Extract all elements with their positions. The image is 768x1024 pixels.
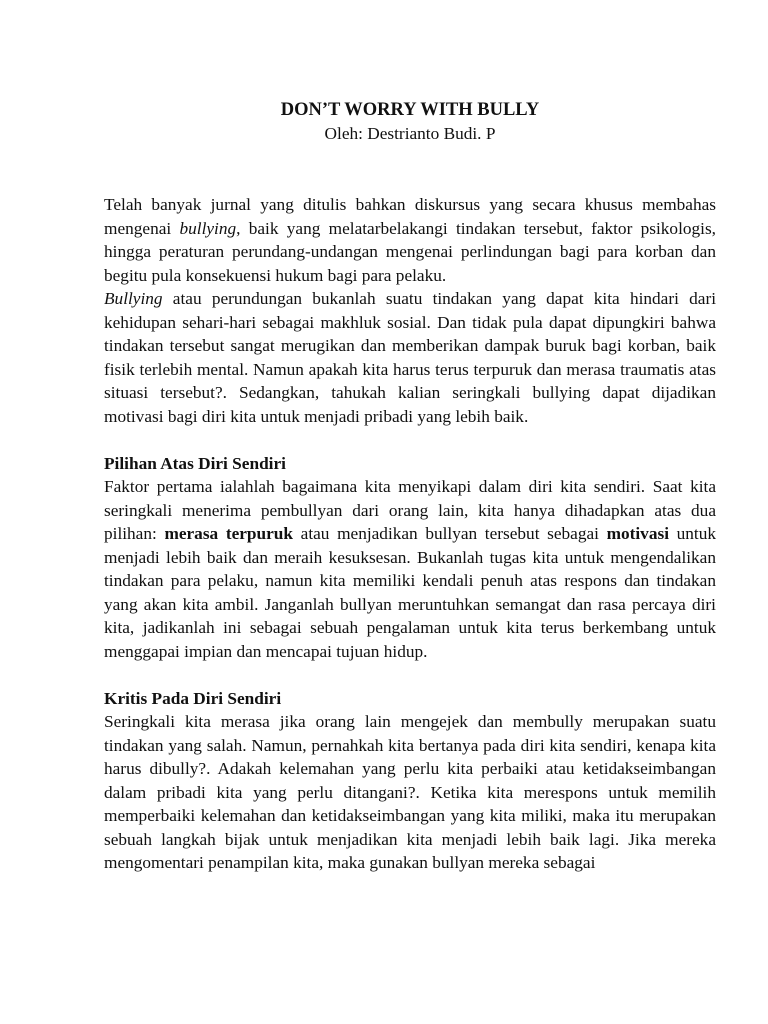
paragraph-bullying [104, 287, 716, 428]
paragraph-intro [104, 193, 716, 287]
italic-term: bullying [179, 218, 237, 238]
bold-term: motivasi [606, 524, 669, 543]
text-run: Faktor pertama ialahlah bagaimana kita menyikapi dalam diri kita sendiri. Saat kita seringkali menerima pembullyan dari orang lain, kita hanya dihadapkan atas dua pilihan: [104, 477, 716, 543]
author-byline: Oleh: Destrianto Budi. P [324, 124, 496, 143]
italic-term: Bullying [104, 289, 163, 308]
paragraph-pilihan [104, 475, 716, 663]
text-run: Telah banyak jurnal yang ditulis bahkan diskursus yang secara khusus membahas mengenai [104, 195, 716, 238]
section-heading-pilihan: Pilihan Atas Diri Sendiri [104, 453, 286, 473]
bold-term: merasa terpuruk [164, 524, 294, 543]
text-run: untuk menjadi lebih baik dan meraih kesuksesan. Bukanlah tugas kita untuk mengendalikan tindakan para pelaku, namun kita memiliki kendali penuh atas respons dan tindakan yang akan kita ambil. Janganlah bullyan meruntuhkan semangat dan rasa percaya diri kita, jadikanlah ini sebagai sebuah pengalaman untuk kita terus berkembang untuk menggapai impian dan mencapai tujuan hidup. [104, 524, 716, 661]
article-body [104, 193, 716, 875]
text-run: , baik yang melatarbelakangi tindakan tersebut, faktor psikologis, hingga peraturan perundang-undangan mengenai perlindungan bagi para korban dan begitu pula konsekuensi hukum bagi para pelaku. [104, 218, 716, 285]
text-run: atau perundungan bukanlah suatu tindakan yang dapat kita hindari dari kehidupan sehari-hari sebagai makhluk sosial. Dan tidak pula dapat dipungkiri bahwa tindakan tersebut sangat merugikan dan memberikan dampak buruk bagi korban, baik fisik terlebih mental. Namun apakah kita harus terus terpuruk dan merasa traumatis atas situasi tersebut?. Sedangkan, tahukah kalian seringkali bullying dapat dijadikan motivasi bagi diri kita untuk menjadi pribadi yang lebih baik. [104, 289, 716, 426]
document-title: DON’T WORRY WITH BULLY [280, 100, 540, 120]
section-heading-kritis: Kritis Pada Diri Sendiri [104, 688, 282, 708]
paragraph-kritis: Seringkali kita merasa jika orang lain mengejek dan membully merupakan suatu tindakan yang salah. Namun, pernahkah kita bertanya pada diri kita sendiri, kenapa kita harus dibully?. Adakah kelemahan yang perlu kita perbaiki atau ketidakseimbangan dalam pribadi kita yang perlu ditangani?. Ketika kita merespons untuk memilih memperbaiki kelemahan dan ketidakseimbangan yang kita miliki, maka itu merupakan sebuah langkah bijak untuk menjadikan kita menjadi lebih baik lagi. Jika mereka mengomentari penampilan kita, maka gunakan bullyan mereka sebagai [104, 712, 716, 872]
text-run: atau menjadikan bullyan tersebut sebagai [293, 524, 607, 543]
